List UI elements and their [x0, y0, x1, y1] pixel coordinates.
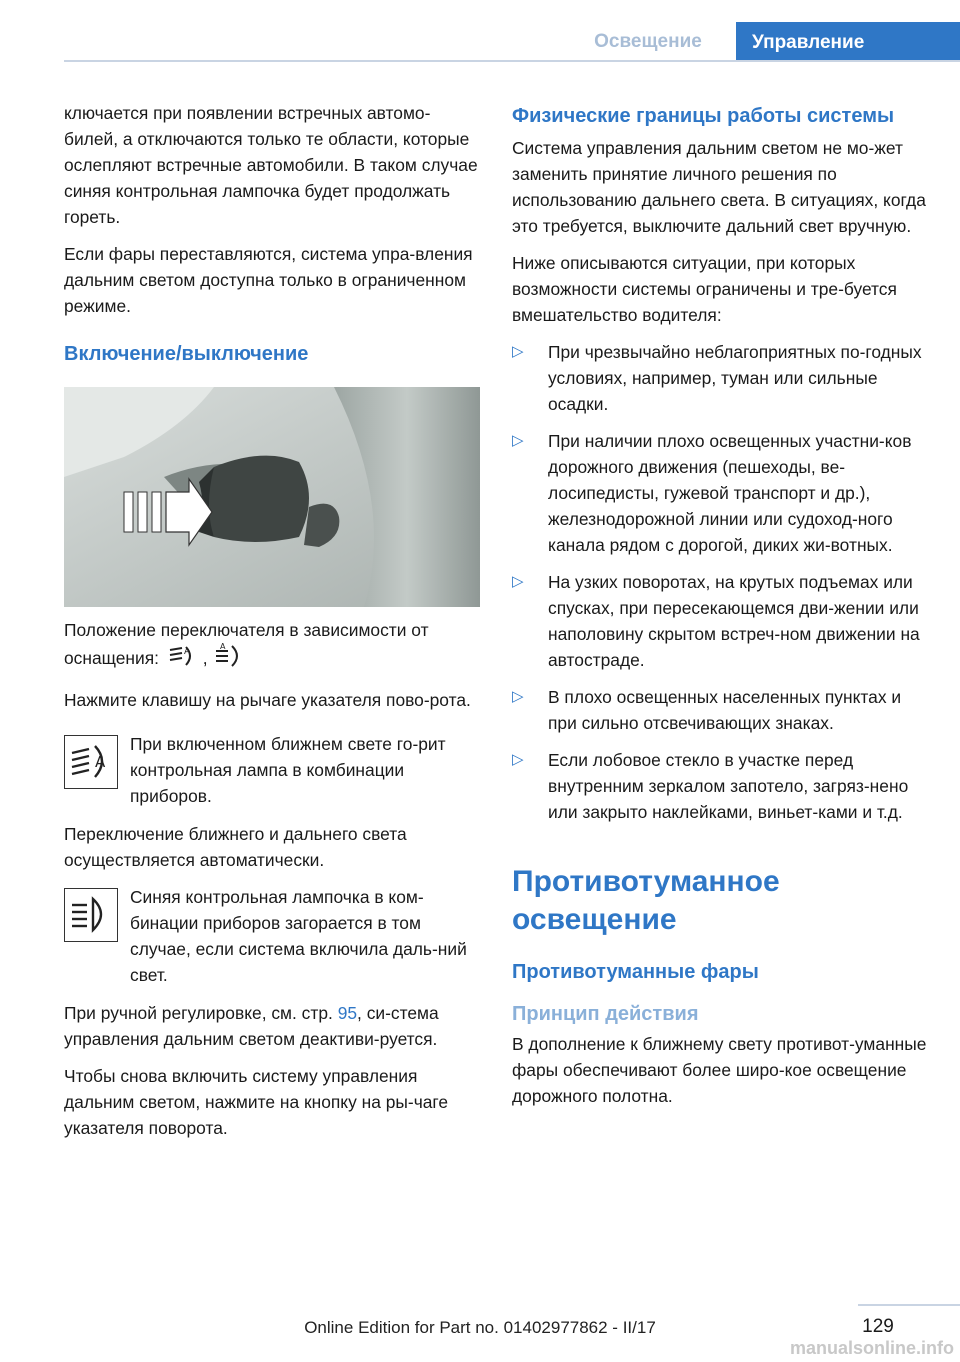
bullet-triangle-icon: ▷ — [512, 343, 524, 360]
right-paragraph-1: Система управления дальним светом не мо-жет заменить принятие личного решения по использованию дальнего света. В ситуациях, когда это требуется, выключите дальний свет вручную. — [512, 138, 926, 236]
list-item: ▷ Если лобовое стекло в участке перед внутренним зеркалом запотело, загряз-нено или закрыто наклейками, виньет-ками и т.д. — [512, 747, 930, 825]
left-paragraph-1: ключается при появлении встречных автомо-билей, а отключаются только те области, которые ослепляют встречные автомобили. В таком случае синяя контрольная лампочка будет продолжать гореть. — [64, 103, 478, 227]
header-divider — [64, 60, 960, 62]
svg-text:A: A — [95, 753, 106, 771]
watermark: manualsonline.info — [789, 1338, 954, 1358]
heading-fog-lighting: Противотуманное освещение — [512, 865, 780, 936]
heading-system-limits: Физические границы работы системы — [512, 105, 895, 127]
manual-adjust-text-start: При ручной регулировке, см. стр. — [64, 1003, 333, 1023]
list-item: ▷ При наличии плохо освещенных участни-ков дорожного движения (пешеходы, ве-лосипедисты, гужевой транспорт и др.), железнодорожной линии или судоход-ного канала рядом с дорогой, диких жи-вотных. — [512, 428, 930, 558]
right-paragraph-2: Ниже описываются ситуации, при которых возможности системы ограничены и тре-буется вмешательство водителя: — [512, 253, 897, 325]
left-paragraph-7: Чтобы снова включить систему управления дальним светом, нажмите на кнопку на ры-чаге указателя поворота. — [64, 1066, 449, 1138]
edition-footer: Online Edition for Part no. 01402977862 - II/17 — [304, 1318, 656, 1337]
lever-photo — [64, 387, 480, 607]
limitations-list — [512, 339, 930, 825]
list-item: ▷ В плохо освещенных населенных пунктах и при сильно отсвечивающих знаках. — [512, 684, 930, 736]
icon-separator: , — [202, 648, 208, 669]
auto-high-beam-indicator-icon — [64, 735, 118, 789]
header-chapter-tab: Управление — [736, 22, 960, 62]
high-beam-indicator-icon — [64, 888, 118, 942]
left-column — [64, 100, 482, 1152]
svg-text:A: A — [220, 643, 226, 651]
indicator-high-beam-text: Синяя контрольная лампочка в ком-бинации приборов загорается в том случае, если система включила даль-ний свет. — [130, 887, 467, 985]
bullet-triangle-icon: ▷ — [512, 688, 524, 705]
left-paragraph-2: Если фары переставляются, система упра-вления дальним светом доступна только в ограниченном режиме. — [64, 244, 473, 316]
indicator-low-beam-text: При включенном ближнем свете го-рит контрольная лампа в комбинации приборов. — [130, 734, 446, 806]
header-section-title: Освещение — [594, 31, 702, 52]
page-number: 129 — [862, 1316, 894, 1337]
page-reference-link[interactable]: 95 — [337, 1003, 358, 1023]
heading-fog-lights: Противотуманные фары — [512, 961, 759, 983]
bullet-triangle-icon: ▷ — [512, 573, 524, 590]
switch-position-label: Положение переключателя в зависимости от оснащения: — [64, 620, 429, 669]
manual-adjust-text-end: , си-стема управления дальним светом деактиви-руется. — [64, 1003, 439, 1049]
auto-high-beam-icon — [164, 643, 198, 676]
heading-switch-on-off: Включение/выключение — [64, 343, 309, 365]
indicator-high-beam — [64, 884, 482, 988]
bullet-triangle-icon: ▷ — [512, 751, 524, 768]
manual-adjust-text — [64, 1000, 482, 1052]
indicator-low-beam — [64, 731, 482, 809]
right-paragraph-3: В дополнение к ближнему свету противот-уманные фары обеспечивают более широ-кое освещение дорожного полотна. — [512, 1034, 927, 1106]
heading-principle: Принцип действия — [512, 1003, 699, 1025]
bullet-triangle-icon: ▷ — [512, 432, 524, 449]
right-column — [512, 103, 930, 1120]
left-paragraph-4: Нажмите клавишу на рычаге указателя пово-рота. — [64, 690, 471, 710]
page-number-divider — [858, 1304, 960, 1306]
list-item: ▷ На узких поворотах, на крутых подъемах или спусках, при пересекающемся дви-жении или наполовину скрытом встреч-ном движении на автостраде. — [512, 569, 930, 673]
list-item: ▷ При чрезвычайно неблагоприятных по-годных условиях, например, туман или сильные осадки. — [512, 339, 930, 417]
svg-text:A: A — [183, 647, 191, 657]
switch-position-text — [64, 617, 482, 676]
high-beam-assist-icon — [212, 643, 246, 676]
left-paragraph-5: Переключение ближнего и дальнего света осуществляется автоматически. — [64, 824, 407, 870]
